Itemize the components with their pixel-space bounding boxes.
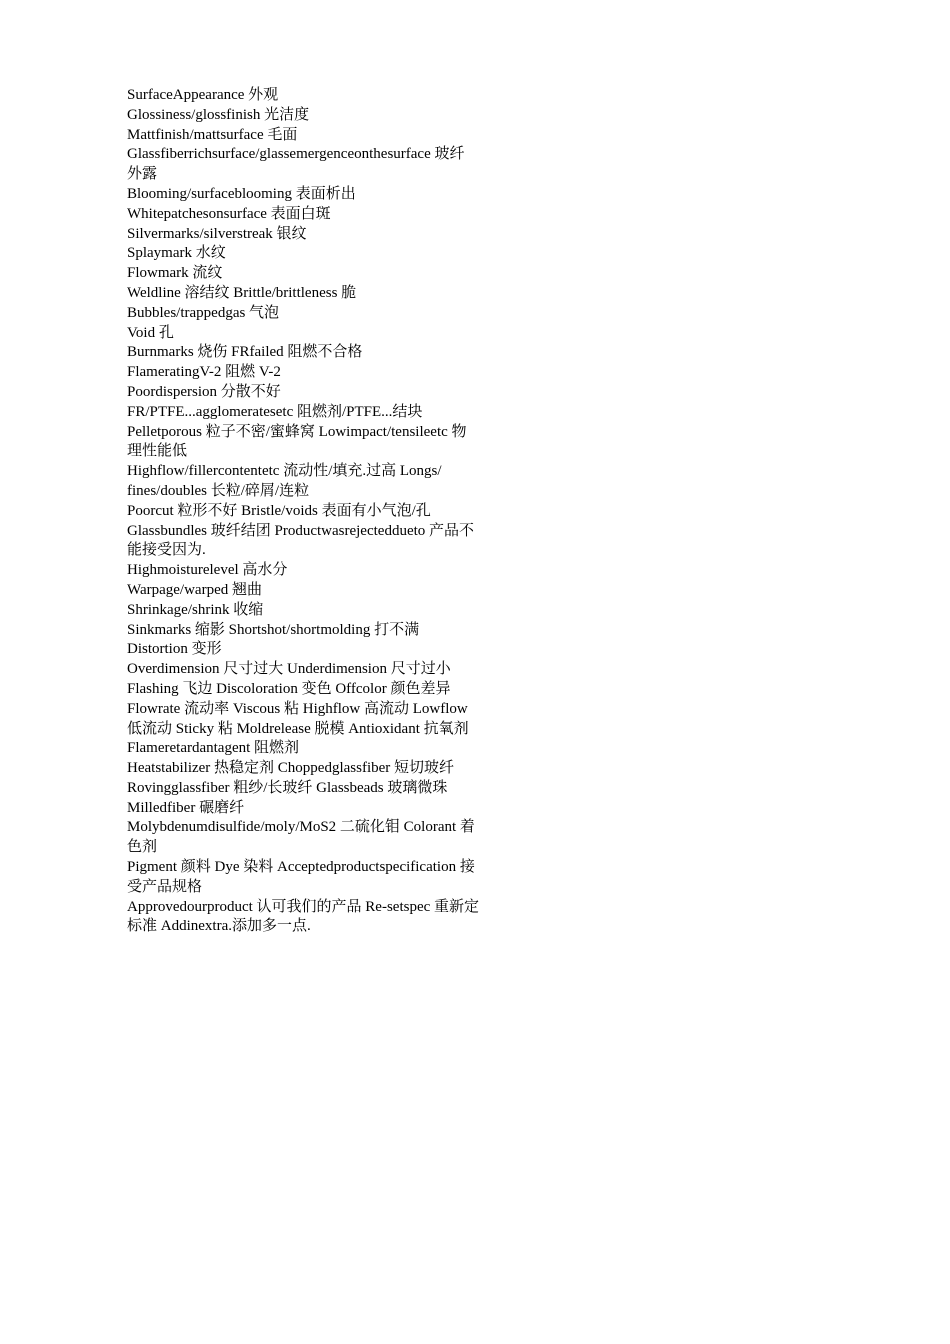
text-line: Flowmark 流纹 bbox=[127, 265, 223, 282]
text-line: Heatstabilizer 热稳定剂 Choppedglassfiber 短切玻纤 bbox=[127, 760, 455, 777]
text-line: Flowrate 流动率 Viscous 粘 Highflow 高流动 Lowflow bbox=[127, 700, 468, 717]
text-line: Milledfiber 碾磨纤 bbox=[127, 799, 245, 816]
text-line: Pigment 颜料 Dye 染料 Acceptedproductspecification 接 bbox=[127, 859, 475, 876]
text-line: FR/PTFE...agglomeratesetc 阻燃剂/PTFE...结块 bbox=[127, 403, 423, 420]
text-line: 低流动 Sticky 粘 Moldrelease 脱模 Antioxidant 抗氧剂 bbox=[127, 720, 469, 737]
text-line: Silvermarks/silverstreak 银纹 bbox=[127, 225, 307, 242]
text-line: FlameratingV-2 阻燃 V-2 bbox=[127, 364, 281, 381]
text-line: 受产品规格 bbox=[127, 878, 203, 895]
text-line: Shrinkage/shrink 收缩 bbox=[127, 601, 264, 618]
text-line: fines/doubles 长粒/碎屑/连粒 bbox=[127, 482, 310, 499]
text-line: SurfaceAppearance 外观 bbox=[127, 87, 279, 103]
text-line: Highflow/fillercontentetc 流动性/填充.过高 Longs/ bbox=[127, 463, 442, 480]
text-line: Splaymark 水纹 bbox=[127, 245, 226, 262]
text-line: Poorcut 粒形不好 Bristle/voids 表面有小气泡/孔 bbox=[127, 502, 431, 519]
text-line: Weldline 溶结纹 Brittle/brittleness 脆 bbox=[127, 284, 357, 301]
text-line: Pelletporous 粒子不密/蜜蜂窝 Lowimpact/tensileetc 物 bbox=[127, 423, 467, 440]
text-line: Flashing 飞边 Discoloration 变色 Offcolor 颜色差异 bbox=[127, 680, 451, 697]
text-line: Molybdenumdisulfide/moly/MoS2 二硫化钼 Colorant 着 bbox=[127, 819, 475, 836]
glossary-text-block bbox=[127, 86, 493, 937]
text-line: Blooming/surfaceblooming 表面析出 bbox=[127, 185, 356, 202]
text-line: 能接受因为. bbox=[127, 542, 206, 559]
text-line: Bubbles/trappedgas 气泡 bbox=[127, 304, 280, 321]
text-line: Mattfinish/mattsurface 毛面 bbox=[127, 126, 298, 143]
text-line: Whitepatchesonsurface 表面白斑 bbox=[127, 205, 331, 222]
text-line: Glossiness/glossfinish 光洁度 bbox=[127, 106, 310, 123]
text-line: 理性能低 bbox=[127, 443, 188, 460]
text-line: Glassfiberrichsurface/glassemergenceonthesurface 玻纤 bbox=[127, 146, 465, 163]
text-line: Flameretardantagent 阻燃剂 bbox=[127, 740, 300, 757]
text-line: Rovingglassfiber 粗纱/长玻纤 Glassbeads 玻璃微珠 bbox=[127, 779, 448, 796]
text-line: Burnmarks 烧伤 FRfailed 阻燃不合格 bbox=[127, 344, 363, 361]
text-line: Highmoisturelevel 高水分 bbox=[127, 562, 288, 579]
text-line: Poordispersion 分散不好 bbox=[127, 383, 281, 400]
text-line: Distortion 变形 bbox=[127, 641, 222, 658]
text-line: 外露 bbox=[127, 166, 158, 183]
text-line: Approvedourproduct 认可我们的产品 Re-setspec 重新定 bbox=[127, 898, 480, 915]
text-line: 色剂 bbox=[127, 839, 158, 856]
text-line: Overdimension 尺寸过大 Underdimension 尺寸过小 bbox=[127, 661, 451, 678]
text-line: Warpage/warped 翘曲 bbox=[127, 581, 262, 598]
text-line: 标准 Addinextra.添加多一点. bbox=[127, 918, 311, 935]
text-line: Void 孔 bbox=[127, 324, 174, 341]
text-line: Glassbundles 玻纤结团 Productwasrejecteddueto 产品不 bbox=[127, 522, 475, 539]
text-line: Sinkmarks 缩影 Shortshot/shortmolding 打不满 bbox=[127, 621, 420, 638]
